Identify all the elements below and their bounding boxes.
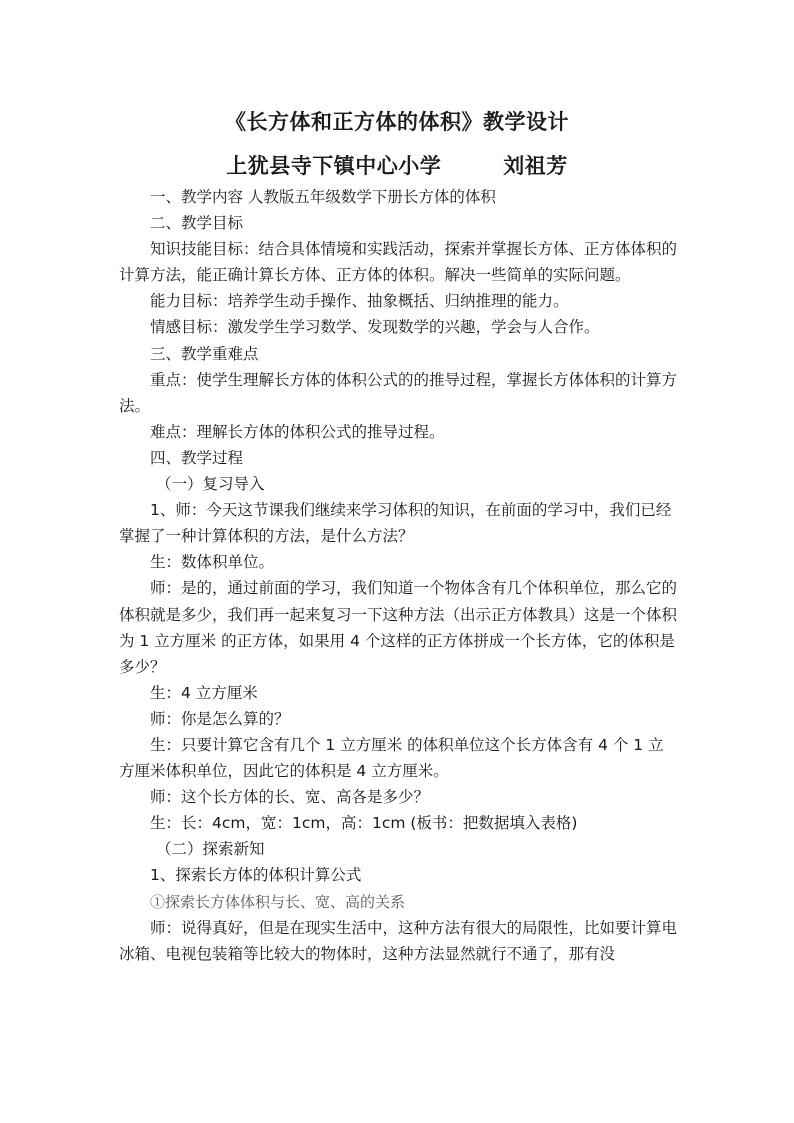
paragraph: 生：只要计算它含有几个 1 立方厘米 的体积单位这个长方体含有 4 个 1 立方厘米体积单位，因此它的体积是 4 立方厘米。 (119, 735, 664, 781)
paragraph: 重点：使学生理解长方体的体积公式的的推导过程，掌握长方体体积的计算方法。 (119, 370, 678, 415)
school-name: 上犹县寺下镇中心小学 (226, 154, 442, 178)
paragraph: 生：数体积单位。 (150, 553, 275, 572)
paragraph: 1、师：今天这节课我们继续来学习体积的知识，在前面的学习中，我们已经掌握了一种计算体积的方法，是什么方法？ (119, 501, 672, 546)
paragraph: （二）探索新知 (156, 840, 265, 859)
document-body (119, 184, 677, 967)
paragraph: 知识技能目标：结合具体情境和实践活动，探索并掌握长方体、正方体体积的计算方法，能正确计算长方体、正方体的体积。解决一些简单的实际问题。 (119, 240, 678, 285)
paragraph: 难点：理解长方体的体积公式的推导过程。 (150, 422, 445, 441)
document-byline (0, 150, 794, 180)
paragraph: 1、探索长方体的体积计算公式 (150, 866, 362, 885)
paragraph: 三、教学重难点 (150, 344, 259, 363)
paragraph: 师：这个长方体的长、宽、高各是多少？ (150, 788, 430, 807)
paragraph: 师：你是怎么算的？ (150, 709, 290, 728)
paragraph: （一）复习导入 (156, 475, 265, 494)
paragraph: 师：说得真好，但是在现实生活中，这种方法有很大的局限性，比如要计算电冰箱、电视包装箱等比较大的物体时，这种方法显然就行不通了，那有没 (119, 918, 678, 963)
paragraph: 一、教学内容 人教版五年级数学下册长方体的体积 (150, 188, 496, 206)
paragraph: 能力目标：培养学生动手操作、抽象概括、归纳推理的能力。 (150, 292, 569, 311)
document-title: 《长方体和正方体的体积》教学设计 (225, 110, 569, 134)
paragraph: ①探索长方体体积与长、宽、高的关系 (150, 892, 406, 911)
paragraph: 师：是的，通过前面的学习，我们知道一个物体含有几个体积单位，那么它的体积就是多少，我们再一起来复习一下这种方法（出示正方体教具）这是一个体积为 1 立方厘米 的正方体，如果用 4 个这样的正方体拼成一个长方体，它的体积是多少？ (119, 579, 678, 676)
paragraph: 生：长：4cm，宽：1cm，高：1cm (板书：把数据填入表格) (150, 814, 578, 833)
paragraph: 生：4 立方厘米 (150, 683, 258, 702)
paragraph: 四、教学过程 (150, 448, 244, 467)
paragraph: 情感目标：激发学生学习数学、发现数学的兴趣，学会与人合作。 (150, 318, 600, 337)
author-name: 刘祖芳 (503, 154, 568, 178)
paragraph: 二、教学目标 (150, 214, 244, 233)
